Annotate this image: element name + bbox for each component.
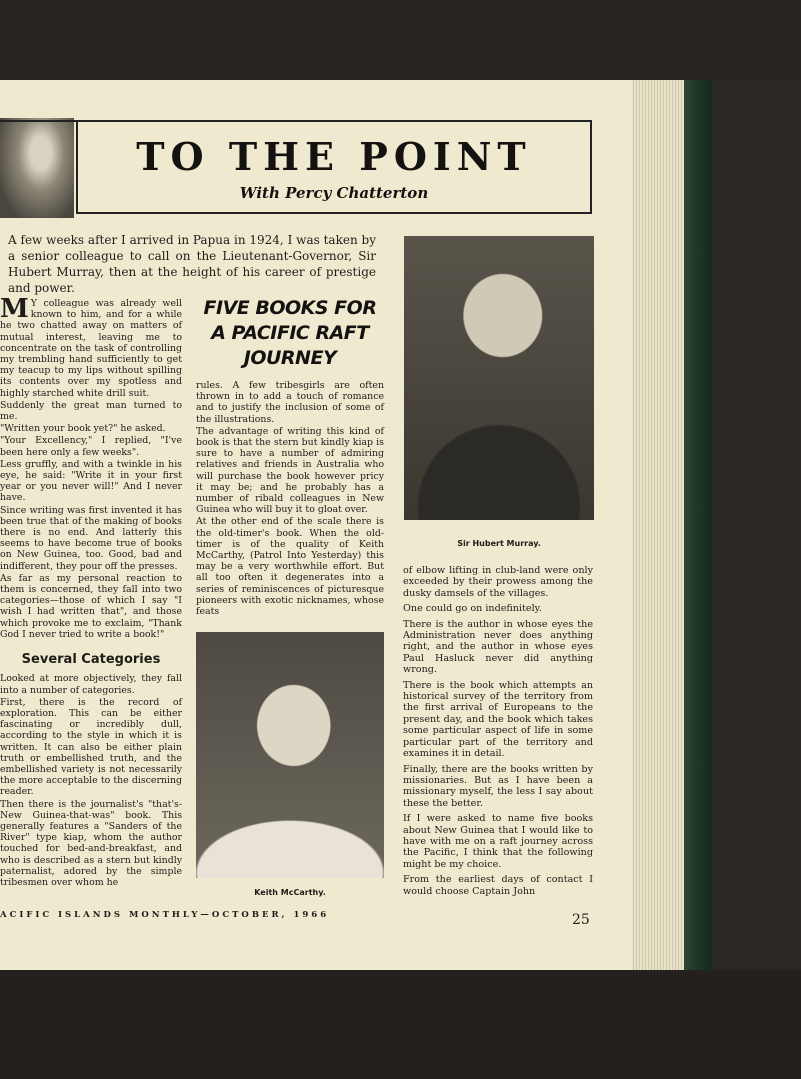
- column-3: [403, 565, 593, 901]
- page-number: 25: [572, 912, 590, 928]
- paragraph: The advantage of writing this kind of book is that the stern but kindly kiap is sure to have a number of admiring relatives and friends in Australia who will purchase the book however pricy it may be; and he probably has a number of ribald colleagues in New Guinea who will buy it to gloat over.: [196, 425, 384, 516]
- background-top: [0, 0, 801, 80]
- header-rule: [0, 120, 76, 122]
- page-edges: [628, 80, 684, 970]
- paragraph: As far as my personal reaction to them is concerned, they fall into two categories—those of which I say "I wish I had written that", and those which provoke me to exclaim, "Thank God I never tried to write a book!": [0, 572, 182, 640]
- book-spine: [680, 80, 712, 980]
- byline: With Percy Chatterton: [239, 184, 429, 202]
- paragraph: Less gruffly, and with a twinkle in his eye, he said: "Write it in your first year or you never will!" And I never have.: [0, 458, 182, 504]
- column-2: [196, 380, 384, 618]
- photo-hubert-murray: [404, 236, 594, 520]
- paragraph: There is the book which attempts an historical survey of the territory from the first arrival of Europeans to the present day, and the book which takes some particular aspect of life in some particular part of the territory and examines it in detail.: [403, 679, 593, 760]
- drop-cap: M: [0, 294, 29, 324]
- paragraph: One could go on indefinitely.: [403, 603, 542, 615]
- page-footer: ACIFIC ISLANDS MONTHLY—OCTOBER, 1966: [0, 910, 330, 920]
- paragraph: Suddenly the great man turned to me.: [0, 399, 182, 423]
- paragraph: Then there is the journalist's "that's-New Guinea-that-was" book. This generally features a "Sanders of the River" type kiap, whom the author touched for bed-and-breakfast, and who is described as a stern but kindly paternalist, adored by the simple tribesmen over whom he: [0, 798, 182, 888]
- paragraph: "Written your book yet?" he asked.: [0, 423, 166, 435]
- paragraph: Since writing was first invented it has been true that of the making of books there is no end. And latterly this seems to have become true of books on New Guinea, too. Good, bad and indifferent, they pour off the presses.: [0, 504, 182, 572]
- paragraph: rules. A few tribesgirls are often thrown in to add a touch of romance and to justify the inclusion of some of the illustrations.: [196, 380, 384, 425]
- paragraph: There is the author in whose eyes the Administration never does anything right, and the author in whose eyes Paul Hasluck never did anything wrong.: [403, 618, 593, 676]
- photo-keith-mccarthy: [196, 632, 384, 878]
- page-title: TO THE POINT: [136, 134, 532, 179]
- paragraph: Finally, there are the books written by missionaries. But as I have been a missionary myself, the less I say about these the better.: [403, 763, 593, 809]
- paragraph: At the other end of the scale there is the old-timer's book. When the old-timer is of the quality of Keith McCarthy, (Patrol Into Yesterday) this may be a very worthwhile effort. But all too often it degenerates into a series of reminiscences of picturesque pioneers with exotic nicknames, whose feats: [196, 516, 384, 618]
- paragraph: of elbow lifting in club-land were only exceeded by their prowess among the dusky damsels of the villages.: [403, 565, 593, 599]
- column-header: [76, 120, 592, 214]
- background-bottom: [0, 970, 801, 1079]
- magazine-page: [0, 80, 632, 970]
- paragraph: M Y colleague was already well known to him, and for a while he two chatted away on matters of mutual interest, leaving me to concentrate on the task of controlling my trembling hand sufficiently to get my teacup to my lips without spilling its contents over my spotless and highly starched white drill suit.: [0, 294, 182, 399]
- paragraph: Looked at more objectively, they fall into a number of categories.: [0, 673, 182, 696]
- feature-title: FIVE BOOKS FOR A PACIFIC RAFT JOURNEY: [203, 297, 377, 369]
- paragraph: From the earliest days of contact I would choose Captain John: [403, 874, 593, 897]
- caption-mccarthy: Keith McCarthy.: [254, 888, 326, 897]
- paragraph: First, there is the record of exploration. This can be either fascinating or incredibly dull, according to the style in which it is written. It can also be either plain truth or embellished truth, and the embellished variety is not necessarily the more acceptable to the discerning reader.: [0, 696, 182, 798]
- author-photo: [0, 118, 74, 218]
- caption-murray: Sir Hubert Murray.: [457, 539, 541, 548]
- paragraph: "Your Excellency," I replied, "I've been here only a few weeks".: [0, 435, 182, 458]
- column-1: [0, 294, 182, 889]
- paragraph: If I were asked to name five books about New Guinea that I would like to have with me on a raft journey across the Pacific, I think that the following might be my choice.: [403, 813, 593, 870]
- intro-paragraph: A few weeks after I arrived in Papua in 1924, I was taken by a senior colleague to call on the Lieutenant-Governor, Sir Hubert Murray, then at the height of his career of prestige and power.: [8, 233, 376, 295]
- section-subhead: Several Categories: [21, 652, 161, 668]
